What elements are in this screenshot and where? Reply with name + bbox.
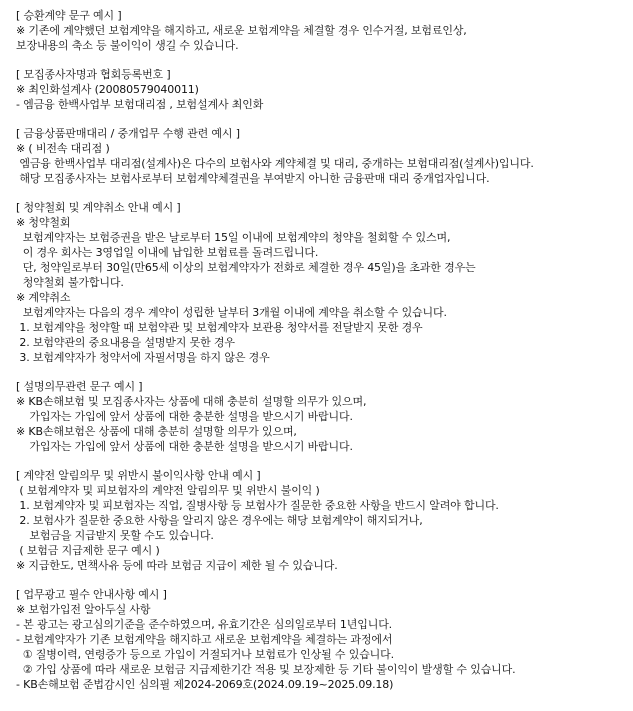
text-line: ( 보험계약자 및 피보험자의 계약전 알림의무 및 위반시 불이익 ) (16, 484, 320, 497)
text-line: 3. 보험계약자가 청약서에 자필서명을 하지 않은 경우 (16, 351, 270, 364)
text-line: ※ 지급한도, 면책사유 등에 따라 보험금 지급이 제한 될 수 있습니다. (16, 559, 338, 572)
text-line: ① 질병이력, 연령증가 등으로 가입이 거절되거나 보험료가 인상될 수 있습니다. (16, 648, 394, 661)
text-line: ※ 기존에 계약했던 보험계약을 해지하고, 새로운 보험계약을 체결할 경우 인수거절, 보험료인상, (16, 24, 467, 37)
section-heading: [ 승환계약 문구 예시 ] (16, 9, 122, 22)
text-line: ( 보험금 지급제한 문구 예시 ) (16, 544, 160, 557)
section-agent-registration (16, 67, 628, 112)
text-line: 엠금융 한백사업부 대리점(설계사)은 다수의 보험사와 계약체결 및 대리, 중개하는 보험대리점(설계사)입니다. (16, 157, 534, 170)
text-line: 단, 청약일로부터 30일(만65세 이상의 보험계약자가 전화로 체결한 경우 45일)을 초과한 경우는 (16, 261, 476, 274)
text-line: ※ ( 비전속 대리점 ) (16, 142, 110, 155)
text-line: 1. 보험계약을 청약할 때 보험약관 및 보험계약자 보관용 청약서를 전달받지 못한 경우 (16, 321, 423, 334)
section-heading: [ 설명의무관련 문구 예시 ] (16, 380, 143, 393)
text-line: 가입자는 가입에 앞서 상품에 대한 충분한 설명을 받으시기 바랍니다. (16, 410, 353, 423)
text-line: ※ KB손해보험 및 모집종사자는 상품에 대해 충분히 설명할 의무가 있으며, (16, 395, 367, 408)
text-line: ※ 보험가입전 알아두실 사항 (16, 603, 151, 616)
compliance-approval-line: - KB손해보험 준법감시인 심의필 제2024-2069호(2024.09.19~2025.09.18) (16, 678, 394, 691)
text-line: 청약철회 불가합니다. (16, 276, 124, 289)
section-heading: [ 모집종사자명과 협회등록번호 ] (16, 68, 171, 81)
text-line: 이 경우 회사는 3영업일 이내에 납입한 보험료를 돌려드립니다. (16, 246, 319, 259)
text-line: - 엠금융 한백사업부 보험대리점 , 보험설계사 최인화 (16, 98, 264, 111)
text-line: ※ 계약취소 (16, 291, 71, 304)
text-line: 2. 보험약관의 중요내용을 설명받지 못한 경우 (16, 336, 235, 349)
text-line: ※ 청약철회 (16, 216, 71, 229)
section-heading: [ 금융상품판매대리 / 중개업무 수행 관련 예시 ] (16, 127, 240, 140)
disclosure-document (16, 8, 628, 692)
section-heading: [ 업무광고 필수 안내사항 예시 ] (16, 588, 167, 601)
text-line: - 본 광고는 광고심의기준을 준수하였으며, 유효기간은 심의일로부터 1년입니다. (16, 618, 393, 631)
section-withdrawal-cancellation (16, 200, 628, 365)
text-line: 가입자는 가입에 앞서 상품에 대한 충분한 설명을 받으시기 바랍니다. (16, 440, 353, 453)
text-line: ② 가입 상품에 따라 새로운 보험금 지급제한기간 적용 및 보장제한 등 기타 불이익이 발생할 수 있습니다. (16, 663, 516, 676)
text-line: 보장내용의 축소 등 불이익이 생길 수 있습니다. (16, 39, 239, 52)
text-line: 보험금을 지급받지 못할 수도 있습니다. (16, 529, 214, 542)
text-line: - 보험계약자가 기존 보험계약을 해지하고 새로운 보험계약을 체결하는 과정에서 (16, 633, 393, 646)
text-line: 2. 보험사가 질문한 중요한 사항을 알리지 않은 경우에는 해당 보험계약이 해지되거나, (16, 514, 423, 527)
section-business-ad-notice (16, 587, 628, 692)
section-explanation-duty (16, 379, 628, 454)
text-line: 보험계약자는 다음의 경우 계약이 성립한 날부터 3개월 이내에 계약을 취소할 수 있습니다. (16, 306, 447, 319)
section-replacement-contract (16, 8, 628, 53)
section-agency-brokerage (16, 126, 628, 186)
text-line: ※ KB손해보험은 상품에 대해 충분히 설명할 의무가 있으며, (16, 425, 297, 438)
section-heading: [ 계약전 알림의무 및 위반시 불이익사항 안내 예시 ] (16, 469, 261, 482)
text-line: ※ 최인화설계사 (20080579040011) (16, 83, 199, 96)
section-heading: [ 청약철회 및 계약취소 안내 예시 ] (16, 201, 181, 214)
text-line: 1. 보험계약자 및 피보험자는 직업, 질병사항 등 보험사가 질문한 중요한 사항을 반드시 알려야 합니다. (16, 499, 499, 512)
text-line: 보험계약자는 보험증권을 받은 날로부터 15일 이내에 보험계약의 청약을 철회할 수 있스며, (16, 231, 451, 244)
text-line: 해당 모집종사자는 보험사로부터 보험계약체결권을 부여받지 아니한 금융판매 대리 중개업자입니다. (16, 172, 490, 185)
section-notification-duty (16, 468, 628, 573)
